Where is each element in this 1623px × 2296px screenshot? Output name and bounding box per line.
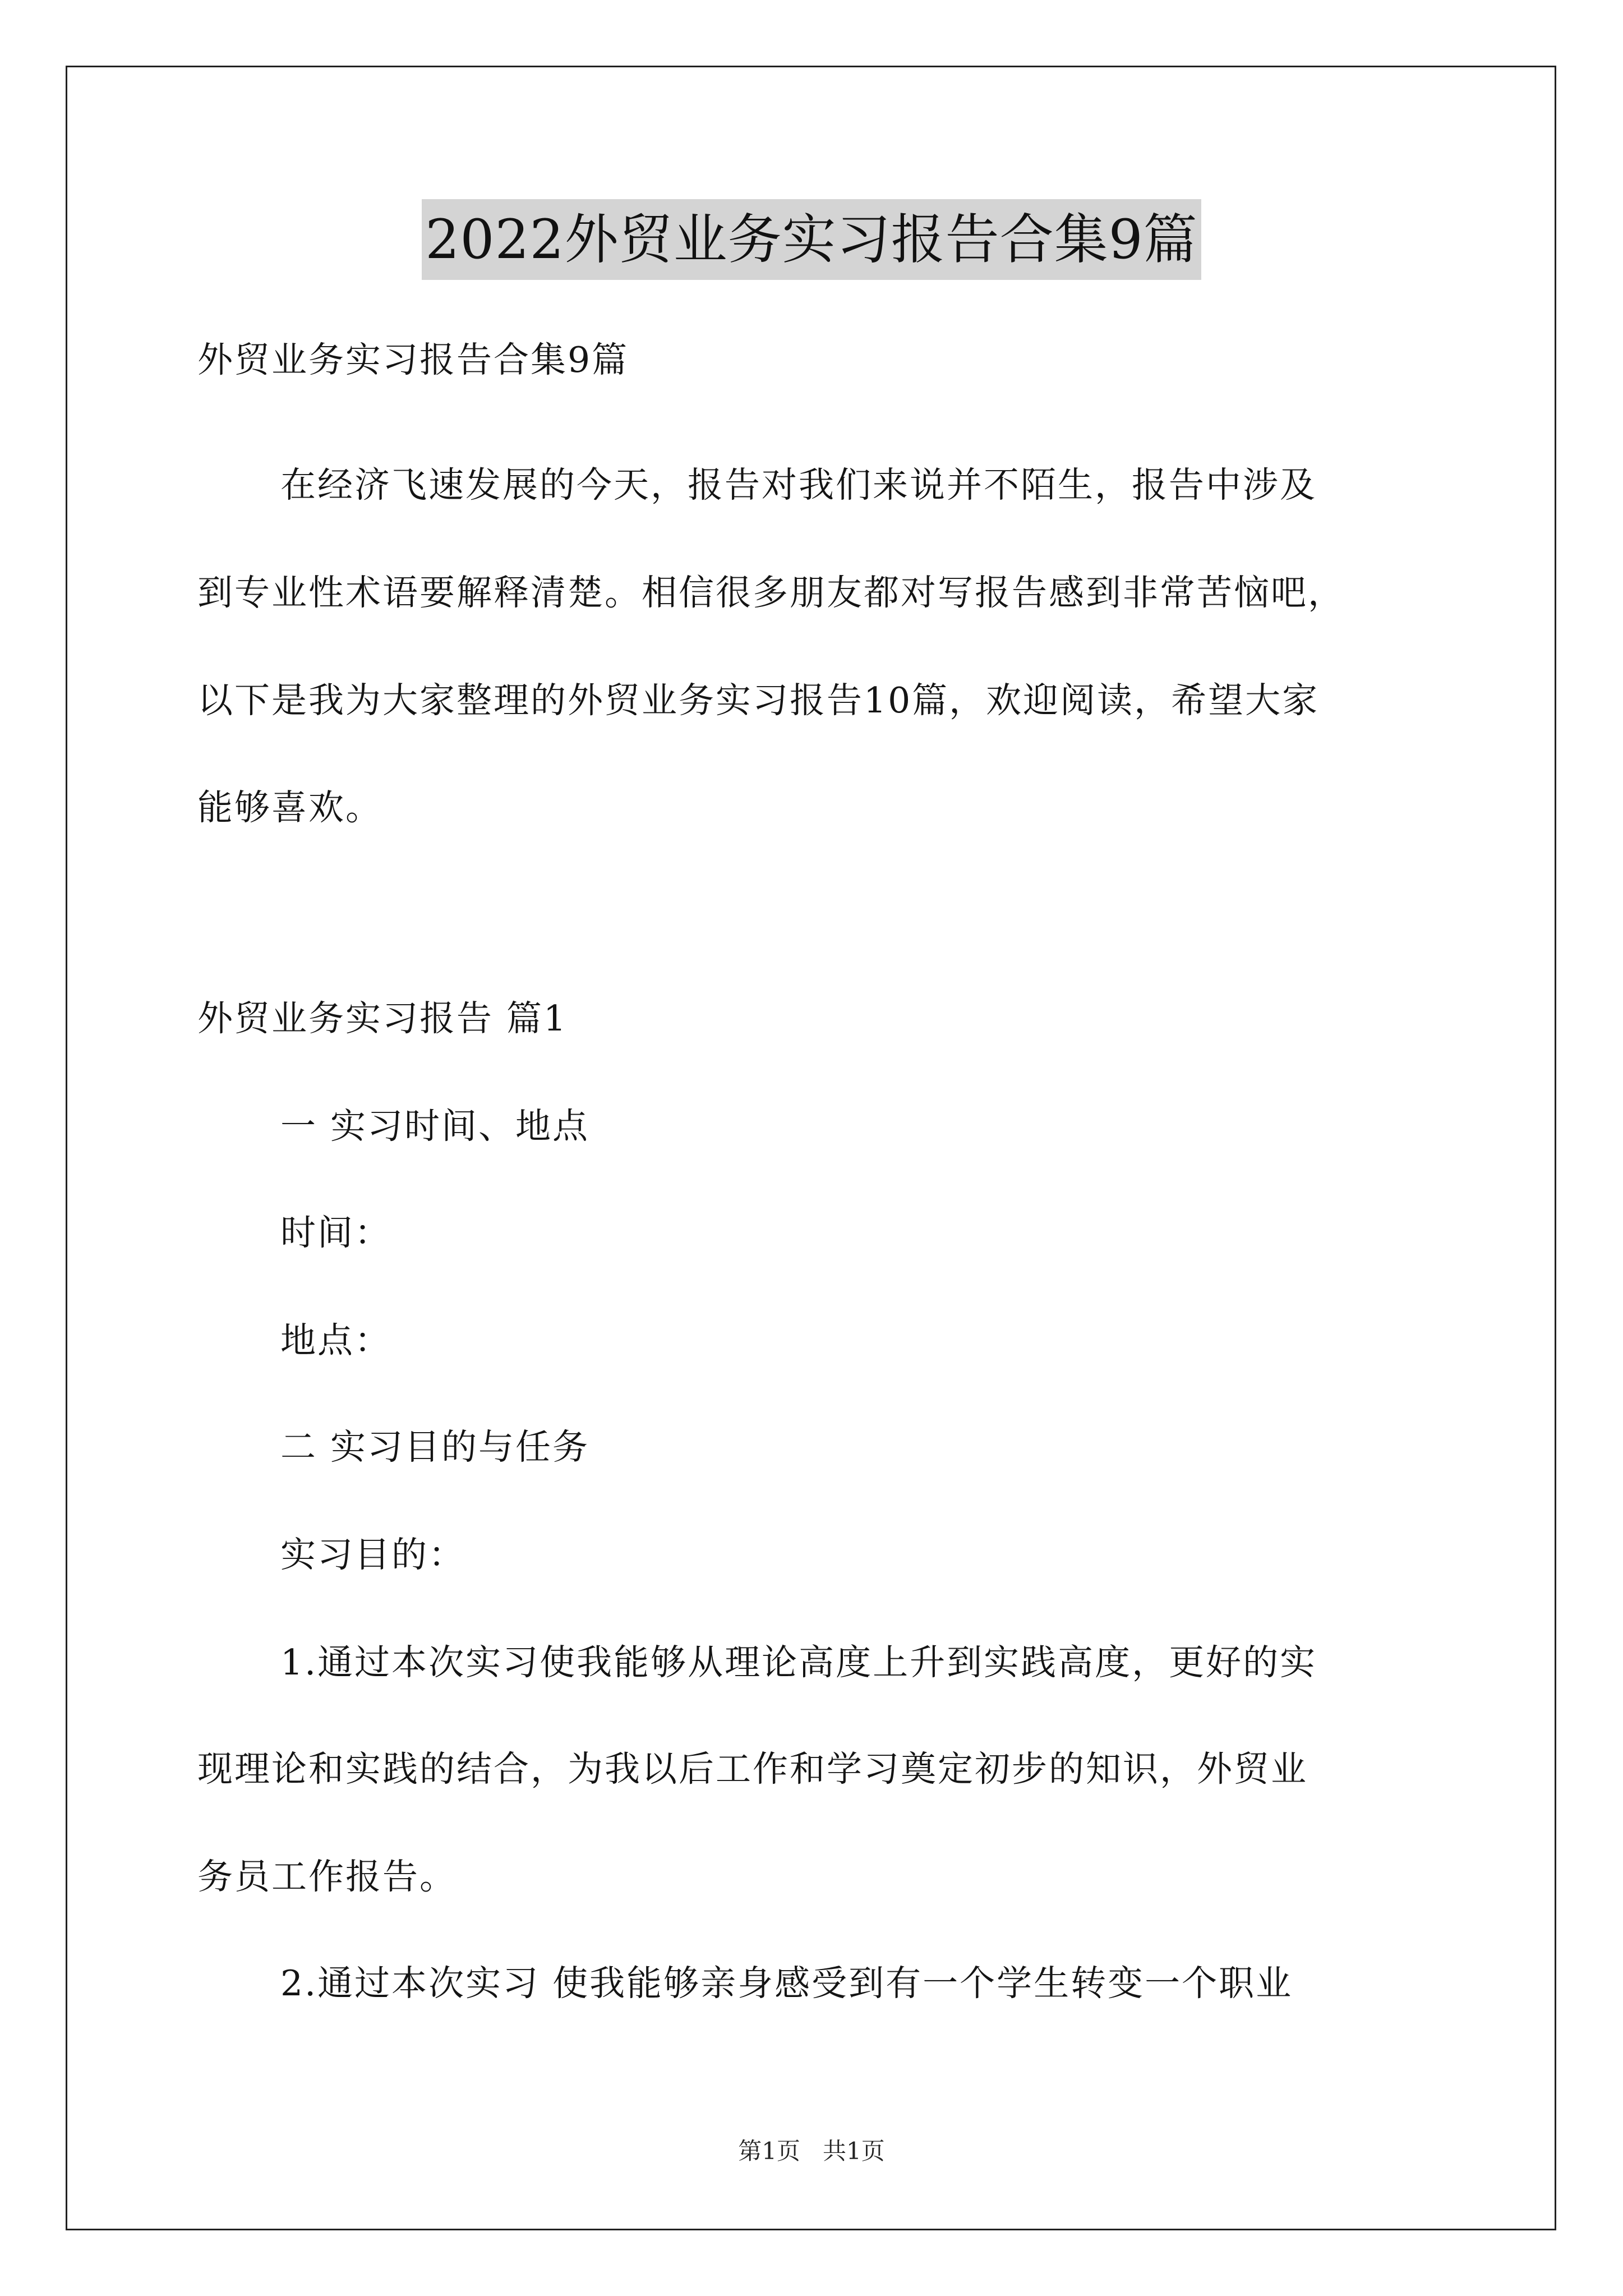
page-footer: 第1页 共1页 (738, 2137, 885, 2165)
document-title: 2022外贸业务实习报告合集9篇 (422, 199, 1201, 280)
item-1-heading: 一 实习时间、地点 (280, 1106, 590, 1147)
intro-line-1: 在经济飞速发展的今天，报告对我们来说并不陌生，报告中涉及 (280, 464, 1317, 505)
item-2-heading: 二 实习目的与任务 (280, 1427, 590, 1467)
title-container (0, 199, 1623, 280)
intro-line-3: 以下是我为大家整理的外贸业务实习报告10篇，欢迎阅读，希望大家 (197, 680, 1320, 721)
intro-line-2: 到专业性术语要解释清楚。相信很多朋友都对写报告感到非常苦恼吧， (197, 572, 1345, 613)
point-1-line-1: 1.通过本次实习使我能够从理论高度上升到实践高度，更好的实 (280, 1642, 1317, 1683)
intro-line-4: 能够喜欢。 (197, 787, 382, 828)
section-heading: 外贸业务实习报告 篇1 (197, 998, 568, 1039)
document-subtitle: 外贸业务实习报告合集9篇 (197, 339, 629, 380)
point-2-line-1: 2.通过本次实习 使我能够亲身感受到有一个学生转变一个职业 (280, 1963, 1293, 2004)
point-1-line-2: 现理论和实践的结合，为我以后工作和学习奠定初步的知识，外贸业 (197, 1749, 1308, 1789)
purpose-label: 实习目的： (280, 1534, 465, 1575)
place-label: 地点： (280, 1320, 391, 1361)
time-label: 时间： (280, 1212, 391, 1253)
point-1-line-3: 务员工作报告。 (197, 1856, 457, 1897)
